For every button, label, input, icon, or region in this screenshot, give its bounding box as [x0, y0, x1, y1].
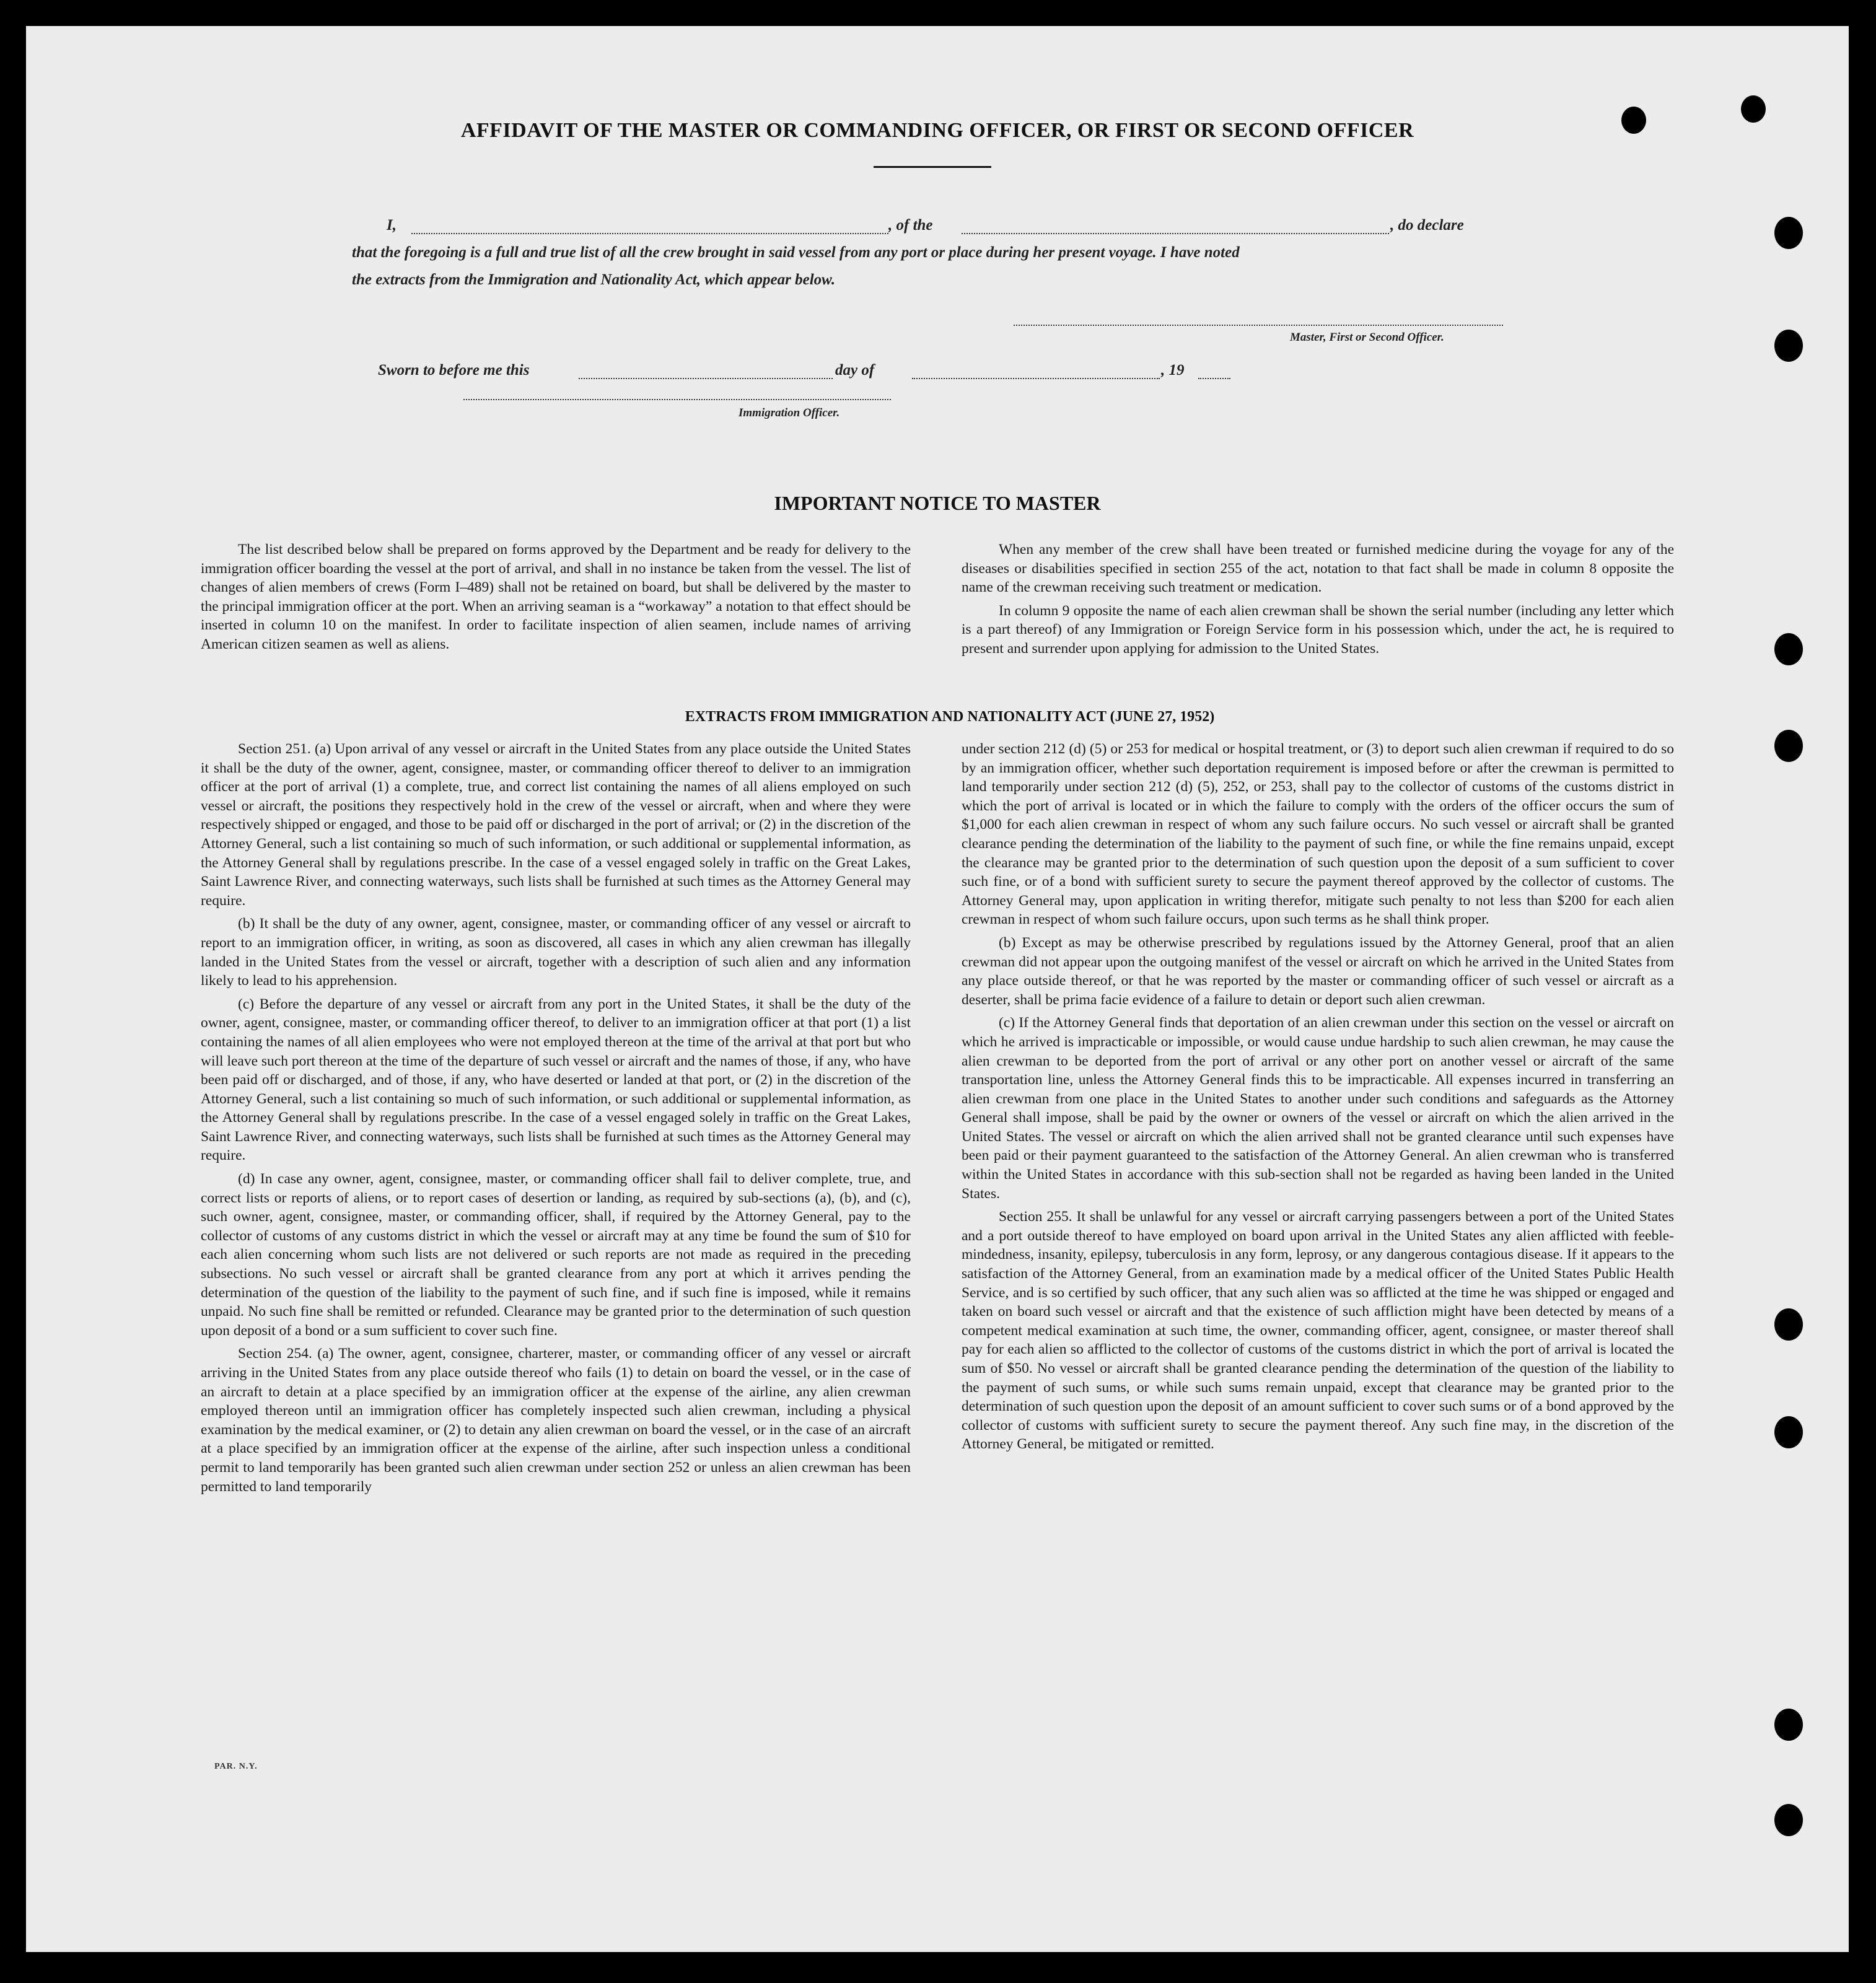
- punch-hole: [1774, 633, 1803, 665]
- master-signature-blank[interactable]: [1014, 325, 1503, 326]
- extracts-left-column: [201, 740, 911, 1500]
- sworn-year-label: , 19: [1161, 362, 1185, 379]
- affidavit-title: AFFIDAVIT OF THE MASTER OR COMMANDING OFFICER, OR FIRST OR SECOND OFFICER: [460, 119, 1414, 142]
- section-251-d: (d) In case any owner, agent, consignee, master, or commanding officer shall fail to deliver complete, true, and correct lists or reports of aliens, or to report cases of desertion or landing, as required by sub-sections (a), (b), and (c), such owner, agent, consignee, master, or commanding officer, shall, if required by the Attorney General, pay to the collector of customs of any customs district in which the vessel or aircraft may at any time be found the sum of $10 for each alien concerning whom such lists are not delivered or such reports are not made as required in the preceding subsections. No such vessel or aircraft shall be granted clearance from any port at which it arrives pending the determination of the question of the liability to the payment of such fine, and if such fine is imposed, while it remains unpaid. No such fine shall be remitted or refunded. Clearance may be granted prior to the determination of such question upon deposit of a bond or a sum sufficient to cover such fine.: [201, 1171, 911, 1339]
- vessel-blank[interactable]: [962, 233, 1389, 234]
- section-254-a-continued: under section 212 (d) (5) or 253 for medical or hospital treatment, or (3) to deport such alien crewman if required to do so by an immigration officer, whether such deportation requirement is imposed before or after the crewman is permitted to land temporarily under section 212 (d) (5), 252, or 253, shall pay to the collector of customs of the customs district in which the port of arrival is located or in which the failure to comply with the orders of the officer occurs the sum of $1,000 for each alien crewman in respect of whom any such failure occurs. No such vessel or aircraft shall be granted clearance pending the determination of the liability to the payment of such fine, or while the fine remains unpaid, except the clearance may be granted prior to the determination of such question upon the deposit of a sum sufficient to cover such fine, or of a bond with sufficient surety to secure the payment thereof approved by the collector of customs. The Attorney General may, upon application in writing therefor, mitigate such penalty to not less than $200 for each alien crewman in respect of whom such failure occurs, upon such terms as he shall think proper.: [962, 741, 1674, 928]
- sworn-month-blank[interactable]: [912, 378, 1160, 379]
- declare-prefix: I,: [387, 217, 397, 234]
- name-blank[interactable]: [411, 233, 888, 234]
- punch-hole: [1774, 1804, 1803, 1836]
- title-rule: [874, 166, 991, 168]
- printer-mark: PAR. N.Y.: [214, 1762, 258, 1771]
- notice-paragraph: In column 9 opposite the name of each alien crewman shall be shown the serial number (including any letter which is a part thereof) of any Immigration or Foreign Service form in his possession which, under the act, he is required to present and surrender upon applying for admission to the United States.: [962, 602, 1674, 657]
- officer-signature-blank[interactable]: [463, 399, 891, 400]
- sworn-year-blank[interactable]: [1198, 378, 1230, 379]
- punch-hole: [1774, 1709, 1803, 1741]
- extracts-right-column: [962, 740, 1674, 1458]
- punch-hole: [1774, 1416, 1803, 1448]
- section-251-b: (b) It shall be the duty of any owner, agent, consignee, master, or commanding officer of any vessel or aircraft to report to an immigration officer, in writing, as soon as discovered, all cases in which any alien crewman has illegally landed in the United States from the vessel or aircraft, together with a description of such alien and any information likely to lead to his apprehension.: [201, 916, 911, 989]
- punch-hole: [1774, 730, 1803, 762]
- declare-mid: , of the: [888, 217, 933, 234]
- declare-line-3: the extracts from the Immigration and Nationality Act, which appear below.: [352, 271, 836, 288]
- declare-line-2: that the foregoing is a full and true list of all the crew brought in said vessel from any port or place during her present voyage. I have noted: [352, 244, 1240, 261]
- notice-left-column: [201, 540, 911, 659]
- declare-suffix: , do declare: [1390, 217, 1464, 234]
- section-254-c: (c) If the Attorney General finds that deportation of an alien crewman under this section on the vessel or aircraft on which he arrived is impracticable or impossible, or would cause undue hardship to such alien crewman, he may cause the alien crewman to be deported from the port of arrival or any other port on another vessel or aircraft of the same transportation line, unless the Attorney General finds this to be impracticable. All expenses incurred in transferring an alien crewman from one place in the United States to another under such conditions and safeguards as the Attorney General shall impose, shall be paid by the owner or owners of the vessel or aircraft on which the alien arrived in the United States. The vessel or aircraft on which the alien arrived shall not be granted clearance until such expenses have been paid or their payment guaranteed to the satisfaction of the Attorney General. An alien crewman who is transferred within the United States in accordance with this sub-section shall not be regarded as having been landed in the United States.: [962, 1015, 1674, 1202]
- extracts-title: EXTRACTS FROM IMMIGRATION AND NATIONALITY ACT (JUNE 27, 1952): [685, 709, 1215, 725]
- punch-hole: [1774, 217, 1803, 249]
- notice-right-column: [962, 540, 1674, 663]
- master-signature-label: Master, First or Second Officer.: [1290, 331, 1444, 344]
- section-251-c: (c) Before the departure of any vessel or aircraft from any port in the United States, it shall be the duty of the owner, agent, consignee, master, or commanding officer thereof, to deliver to an immigration officer at that port (1) a list containing the names of all alien employees who were not employed thereon at the time of the arrival at that port but who will leave such port thereon at the time of the departure of such vessel or aircraft and the names of those, if any, who have been paid off or discharged, and of those, if any, who have deserted or landed at that port, or (2) in the discretion of the Attorney General, such a list containing so much of such information, or such additional or supplemental information, as the Attorney General shall by regulations prescribe. In the case of a vessel engaged solely in traffic on the Great Lakes, Saint Lawrence River, and connecting waterways, such lists shall be furnished at such times as the Attorney General may require.: [201, 996, 911, 1164]
- notice-paragraph: The list described below shall be prepared on forms approved by the Department and be ready for delivery to the immigration officer boarding the vessel at the port of arrival, and shall in no instance be taken from the vessel. The list of changes of alien members of crews (Form I–489) shall not be retained on board, but shall be delivered by the master to the principal immigration officer at the port. When an arriving seaman is a “workaway” a notation to that effect should be inserted in column 10 on the manifest. In order to facilitate inspection of alien seamen, include names of arriving American citizen seamen as well as aliens.: [201, 541, 911, 652]
- officer-signature-label: Immigration Officer.: [739, 406, 840, 419]
- notice-title: IMPORTANT NOTICE TO MASTER: [774, 492, 1101, 514]
- document-page: [26, 26, 1849, 1952]
- section-255: Section 255. It shall be unlawful for any vessel or aircraft carrying passengers between a port of the United States and a port outside thereof to have employed on board upon arrival in the United States any alien afflicted with feeble-mindedness, insanity, epilepsy, tuberculosis in any form, leprosy, or any dangerous contagious disease. If it appears to the satisfaction of the Attorney General, from an examination made by a medical officer of the United States Public Health Service, and is so certified by such officer, that any such alien was so afflicted at the time he was shipped or engaged and taken on board such vessel or aircraft and that the existence of such affliction might have been detected by means of a competent medical examination at such time, the owner, commanding officer, agent, consignee, or master thereof shall pay for each alien so afflicted to the collector of customs of the customs district in which the port of arrival is located the sum of $50. No vessel or aircraft shall be granted clearance pending the determination of the question of the liability to the payment of such sums, or while such sums remain unpaid, except that clearance may be granted prior to the determination of such question upon the deposit of an amount sufficient to cover such sums or of a bond approved by the collector of customs with sufficient surety to secure the payment thereof. Any such fine may, in the discretion of the Attorney General, be mitigated or remitted.: [962, 1209, 1674, 1453]
- sworn-day-blank[interactable]: [579, 378, 833, 379]
- section-254-b: (b) Except as may be otherwise prescribed by regulations issued by the Attorney General, proof that an alien crewman did not appear upon the outgoing manifest of the vessel or aircraft on which he arrived in the United States from any place outside thereof, or that he was reported by the master or commanding officer of such vessel or aircraft as a deserter, shall be prima facie evidence of a failure to detain or deport such alien crewman.: [962, 934, 1674, 1008]
- sworn-prefix: Sworn to before me this: [378, 362, 530, 379]
- punch-hole: [1774, 1308, 1803, 1341]
- section-251-a: Section 251. (a) Upon arrival of any vessel or aircraft in the United States from any place outside the United States it shall be the duty of the owner, agent, consignee, master, or commanding officer thereof to deliver to an immigration officer at the port of arrival (1) a complete, true, and correct list containing the names of all aliens employed on such vessel or aircraft, the positions they respectively hold in the crew of the vessel or aircraft, when and where they were respectively shipped or engaged, and those to be paid off or discharged in the port of arrival; or (2) in the discretion of the Attorney General, such a list containing so much of such information, or such additional or supplemental information, as the Attorney General shall by regulations prescribe. In the case of a vessel engaged solely in traffic on the Great Lakes, Saint Lawrence River, and connecting waterways, such lists shall be furnished at such times as the Attorney General may require.: [201, 741, 911, 909]
- section-254-a: Section 254. (a) The owner, agent, consignee, charterer, master, or commanding officer of any vessel or aircraft arriving in the United States from any place outside thereof who fails (1) to detain on board the vessel, or in the case of an aircraft to detain at a place specified by an immigration officer at the expense of the airline, any alien crewman employed thereon until an immigration officer has completely inspected such alien crewman, including a physical examination by the medical examiner, or (2) to detain any alien crewman on board the vessel, or in the case of an aircraft at a place specified by an immigration officer at the expense of the airline, after such inspection unless a conditional permit to land temporarily has been granted such alien crewman under section 252 or unless an alien crewman has been permitted to land temporarily: [201, 1346, 911, 1495]
- notice-paragraph: When any member of the crew shall have been treated or furnished medicine during the voyage for any of the diseases or disabilities specified in section 255 of the act, notation to that fact shall be made in column 8 opposite the name of the crewman receiving such treatment or medication.: [962, 541, 1674, 596]
- punch-hole: [1774, 330, 1803, 362]
- sworn-day-label: day of: [835, 362, 875, 379]
